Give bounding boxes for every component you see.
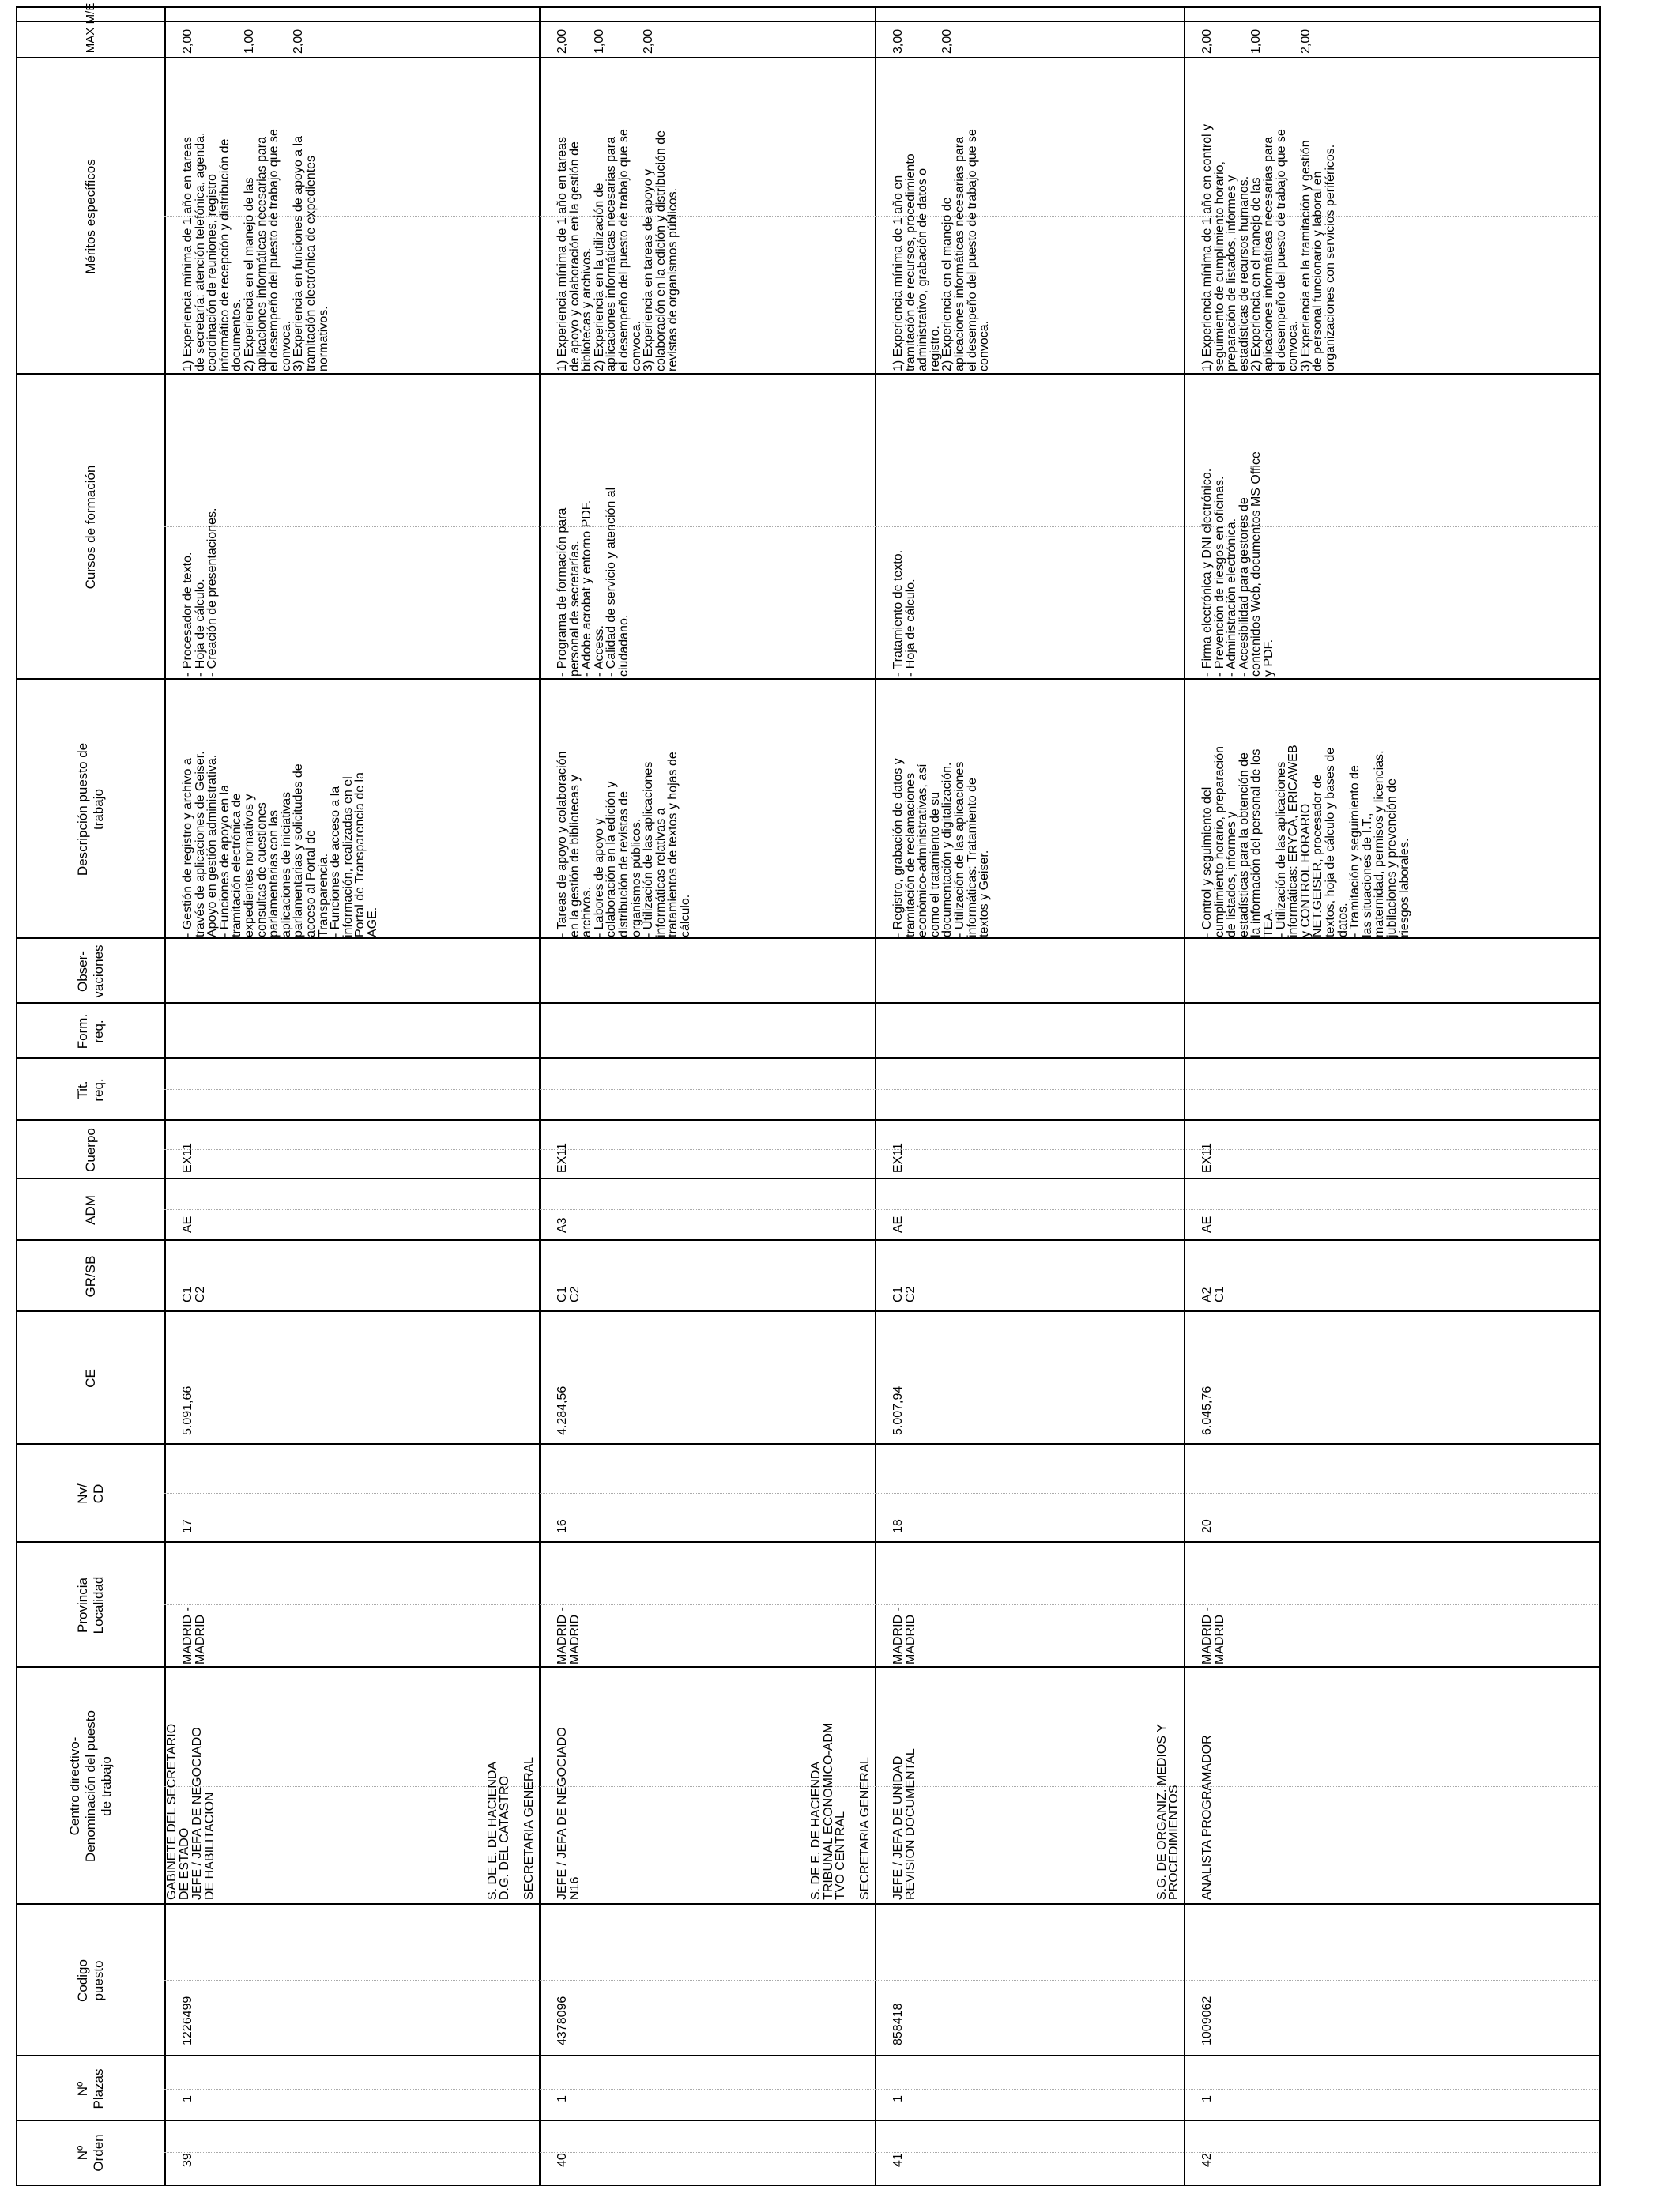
guide-line — [164, 1786, 1599, 1787]
max-score: 2,00 — [1200, 28, 1214, 54]
max-score: 1,00 — [1249, 28, 1264, 54]
header-cuerpo: Cuerpo — [83, 1128, 98, 1172]
adm-value: AE — [181, 1216, 194, 1233]
column-divider — [17, 1178, 1599, 1179]
header-desc: Descripción puesto de trabajo — [75, 742, 106, 876]
row-divider — [539, 8, 541, 2185]
header-form: Form. req. — [75, 1013, 106, 1050]
meritos-list — [892, 58, 991, 371]
header-cursos: Cursos de formación — [83, 465, 98, 590]
header-orden: Nº Orden — [75, 2134, 106, 2172]
adm-value: A3 — [556, 1217, 569, 1233]
codigo-value: 1009062 — [1200, 1996, 1214, 2045]
guide-line — [164, 2089, 1599, 2090]
column-divider — [17, 1239, 1599, 1241]
column-divider — [17, 1002, 1599, 1004]
puesto-name: JEFE / JEFA DE NEGOCIADO DE HABILITACION — [190, 1727, 217, 1900]
guide-line — [164, 1089, 1599, 1090]
plazas-value: 1 — [1200, 2095, 1214, 2102]
puesto-name: JEFE / JEFA DE UNIDAD REVISION DOCUMENTAL — [891, 1748, 917, 1900]
row-divider — [1184, 8, 1185, 2185]
nivel-value: 20 — [1200, 1519, 1214, 1533]
grsb-value: A2 C1 — [1200, 1286, 1226, 1302]
merito-item: 2) Experiencia en el manejo de las aplicaciones informáticas necesarias para el desempeño del puesto de trabajo que se convoca. — [1249, 129, 1301, 371]
guide-line — [164, 1209, 1599, 1210]
adm-value: AE — [1200, 1216, 1214, 1233]
cuerpo-value: EX11 — [181, 1143, 194, 1173]
merito-item: 2) Experiencia en la utilización de aplicaciones informáticas necesarias para el desempeño del puesto de trabajo que se convoca. — [592, 129, 643, 371]
descripcion-value: - Control y seguimiento del cumplimiento horario, preparación de listados, informes y estadísticas para la obtención de la información del personal de los TEA. - Utilización de las aplicaciones informáticas: ERYCA, ERICAWEB y CONTROL HORARIO NET.GEISER, procesador de textos, hoja de cálculo y bases de datos. - Tramitación y seguimiento de las situaciones de I.T., maternidad, permisos y licencias, jubilaciones y prevención de riesgos laborales. — [1200, 745, 1411, 937]
max-score: 2,00 — [940, 28, 955, 54]
adm-value: AE — [891, 1216, 905, 1233]
header-max: MAX — [84, 27, 97, 54]
meritos-list — [1201, 58, 1337, 371]
cursos-value: - Tratamiento de texto. - Hoja de cálculo. — [891, 549, 917, 677]
plazas-value: 1 — [181, 2095, 194, 2102]
centro-section-heading: S. DE E. DE HACIENDA D.G. DEL CATASTRO SECRETARIA GENERAL — [485, 1756, 537, 1900]
column-divider — [17, 373, 1599, 375]
nivel-value: 17 — [181, 1519, 194, 1533]
merito-item: 2) Experiencia en el manejo de aplicaciones informáticas necesarias para el desempeño del puesto de trabajo que se convoca. — [940, 129, 992, 371]
codigo-value: 4378096 — [556, 1996, 569, 2045]
guide-line — [164, 1493, 1599, 1494]
merito-item: 1) Experiencia mínima de 1 año en control y seguimiento de cumplimiento horario, preparación de listados, informes y estadísticas de recursos humanos. — [1200, 123, 1251, 371]
column-divider — [17, 1541, 1599, 1543]
ce-value: 4.284,56 — [556, 1385, 569, 1435]
cuerpo-value: EX11 — [556, 1143, 569, 1173]
header-codigo: Codigo puesto — [75, 1959, 106, 2002]
centro-section-heading: S. DE E. DE HACIENDA TRIBUNAL ECONOMICO-ADM TVO CENTRAL SECRETARIA GENERAL — [809, 1722, 872, 1900]
header-obs: Obser- vaciones — [75, 944, 106, 998]
header-nv: Nv/ CD — [75, 1483, 106, 1504]
merito-item: 1) Experiencia mínima de 1 año en tareas de apoyo y colaboración en la gestión de bibliotecas y archivos. — [556, 136, 594, 371]
cuerpo-value: EX11 — [891, 1143, 905, 1173]
cursos-value: - Procesador de texto. - Hoja de cálculo. - Creación de presentaciones. — [181, 507, 220, 677]
job-positions-table — [16, 2, 1601, 2186]
column-divider — [17, 1903, 1599, 1905]
cuerpo-value: EX11 — [1200, 1143, 1214, 1173]
max-score: 2,00 — [642, 28, 656, 54]
provincia-value: MADRID - MADRID — [181, 1607, 207, 1664]
column-divider — [17, 1057, 1599, 1059]
orden-value: 39 — [181, 2153, 194, 2167]
provincia-value: MADRID - MADRID — [891, 1607, 917, 1664]
plazas-value: 1 — [891, 2095, 905, 2102]
descripcion-value: - Registro, grabación de datos y tramitación de reclamaciones económico-administrativas, así como el tratamiento de su documentación y digitalización. - Utilización de las aplicaciones informáticas: Tratamiento de textos y Geiser. — [891, 758, 992, 937]
merito-item: 3) Experiencia en la tramitación y gestión de personal funcionario y laboral en organizaciones con servicios periféricos. — [1298, 140, 1337, 371]
header-plazas: Nº Plazas — [75, 2068, 106, 2109]
header-meritos: Méritos específicos — [83, 159, 98, 274]
descripcion-value: - Tareas de apoyo y colaboración en la gestión de bibliotecas y archivos. - Labores de apoyo y colaboración en la edición y distribución de revistas de organismos públicos. - Utilización de las aplicaciones informáticas relativas a tratamientos de textos y hojas de cálculo. — [556, 751, 692, 937]
header-grsb: GR/SB — [83, 1255, 98, 1298]
column-divider — [17, 1119, 1599, 1121]
descripcion-value: - Gestión de registro y archivo a través de aplicaciones de Geiser. Apoyo en gestión administrativa. - Funciones de apoyo en la tramitación electrónica de expedientes normativos y consultas de cuestiones parlamentarias con las aplicaciones de iniciativas parlamentarias y solicitudes de acceso al Portal de Transparencia. - Funciones de acceso a la información, realizadas en el Portal de Transparencia de la AGE. — [181, 751, 379, 937]
header-tit: Tit. req. — [75, 1078, 106, 1102]
centro-section-heading: S.G. DE ORGANIZ. MEDIOS Y PROCEDIMIENTOS — [1155, 1724, 1181, 1900]
orden-value: 41 — [891, 2153, 905, 2167]
plazas-value: 1 — [556, 2095, 569, 2102]
header-centro: Centro directivo- Denominación del puesto de trabajo — [67, 1710, 114, 1862]
codigo-value: 1226499 — [181, 1996, 194, 2045]
guide-line — [164, 1980, 1599, 1981]
guide-line — [164, 1149, 1599, 1150]
guide-line — [164, 216, 1599, 217]
provincia-value: MADRID - MADRID — [556, 1607, 582, 1664]
max-score: 1,00 — [243, 28, 256, 54]
row-divider — [875, 8, 876, 2185]
guide-line — [164, 526, 1599, 527]
merito-item: 3) Experiencia en tareas de apoyo y colaboración en la edición y distribución de revistas de organismos públicos. — [642, 130, 680, 371]
header-adm: ADM — [83, 1195, 98, 1225]
orden-value: 40 — [556, 2153, 569, 2167]
max-score: 2,00 — [556, 28, 569, 54]
header-provincia: Provincia Localidad — [75, 1576, 106, 1634]
codigo-value: 858418 — [891, 2003, 905, 2045]
cursos-value: - Firma electrónica y DNI electrónico. - Prevención de riesgos en oficinas. - Administración electrónica. - Accesibilidad para gestores de contenidos Web, documentos MS Office y PDF. — [1200, 451, 1275, 677]
centro-section-heading: GABINETE DEL SECRETARIO DE ESTADO — [165, 1723, 191, 1900]
ce-value: 5.007,94 — [891, 1385, 905, 1435]
column-divider — [17, 2120, 1599, 2121]
column-divider — [17, 1310, 1599, 1312]
column-divider — [17, 937, 1599, 939]
orden-value: 42 — [1200, 2153, 1214, 2167]
ce-value: 6.045,76 — [1200, 1385, 1214, 1435]
grsb-value: C1 C2 — [891, 1286, 917, 1302]
merito-item: 1) Experiencia mínima de 1 año en tareas de secretaría: atención telefónica, agenda, coordinación de reuniones, registro informático de recepción y distribución de documentos. — [181, 132, 244, 371]
puesto-name: ANALISTA PROGRAMADOR — [1200, 1735, 1214, 1900]
column-divider — [17, 21, 1599, 22]
meritos-list — [556, 58, 680, 371]
grsb-value: C1 C2 — [556, 1286, 582, 1302]
max-score: 2,00 — [1298, 28, 1313, 54]
column-divider — [17, 1443, 1599, 1445]
nivel-value: 16 — [556, 1519, 569, 1533]
nivel-value: 18 — [891, 1519, 905, 1533]
guide-line — [164, 1604, 1599, 1605]
provincia-value: MADRID - MADRID — [1200, 1607, 1226, 1664]
meritos-list — [182, 58, 330, 371]
merito-item: 1) Experiencia mínima de 1 año en tramitación de recursos, procedimiento administrativo, grabación de datos o registro. — [891, 153, 942, 371]
column-divider — [17, 2055, 1599, 2056]
ce-value: 5.091,66 — [181, 1385, 194, 1435]
header-ce: CE — [83, 1369, 98, 1388]
puesto-name: JEFE / JEFA DE NEGOCIADO N16 — [556, 1727, 582, 1900]
header-me: M/E — [84, 2, 97, 25]
cursos-value: - Programa de formación para personal de secretarías. - Adobe acrobat y entorno PDF. - Access. - Calidad de servicio y atención al ciudadano. — [556, 487, 631, 677]
max-score: 3,00 — [891, 28, 905, 54]
column-divider — [17, 1666, 1599, 1668]
merito-item: 2) Experiencia en el manejo de las aplicaciones informáticas necesarias para el desempeño del puesto de trabajo que se convoca. — [242, 129, 293, 371]
table-header — [17, 2, 166, 2185]
max-score: 1,00 — [592, 28, 606, 54]
max-score: 2,00 — [292, 28, 306, 54]
merito-item: 3) Experiencia en funciones de apoyo a la tramitación electrónica de expedientes normativos. — [292, 136, 330, 371]
grsb-value: C1 C2 — [181, 1286, 207, 1302]
max-score: 2,00 — [181, 28, 194, 54]
guide-line — [164, 2152, 1599, 2153]
